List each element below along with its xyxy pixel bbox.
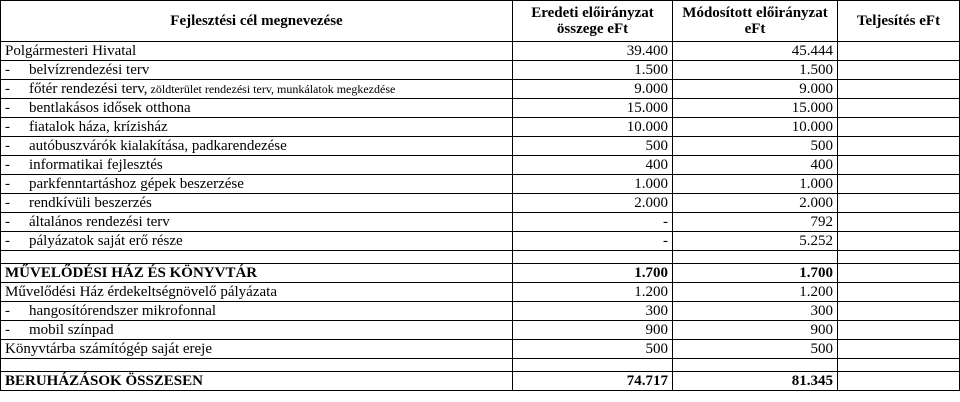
row-modified: 500	[673, 137, 838, 156]
table-row	[1, 99, 960, 118]
row-modified: 1.700	[673, 264, 838, 283]
row-original: 500	[513, 340, 673, 359]
row-label-cell	[1, 61, 513, 80]
row-label: parkfenntartáshoz gépek beszerzése	[29, 175, 244, 192]
row-original: -	[513, 232, 673, 251]
row-label: fiatalok háza, krízisház	[29, 118, 168, 135]
row-original: 39.400	[513, 42, 673, 61]
row-actual	[838, 302, 960, 321]
row-original: 900	[513, 321, 673, 340]
row-modified: 10.000	[673, 118, 838, 137]
row-original: -	[513, 213, 673, 232]
row-dash: -	[5, 175, 10, 192]
row-actual	[838, 80, 960, 99]
row-label: rendkívüli beszerzés	[29, 194, 152, 211]
row-dash: -	[5, 302, 10, 319]
table-row	[1, 137, 960, 156]
total-modified: 81.345	[673, 372, 838, 391]
row-dash: -	[5, 232, 10, 249]
row-label-small: zöldterület rendezési terv, munkálatok megkezdése	[147, 81, 396, 96]
row-actual	[838, 194, 960, 213]
row-dash: -	[5, 137, 10, 154]
row-modified: 900	[673, 321, 838, 340]
row-modified: 400	[673, 156, 838, 175]
row-original: 1.000	[513, 175, 673, 194]
header-original: Eredeti előirányzat összege eFt	[513, 1, 673, 42]
row-actual	[838, 213, 960, 232]
row-actual	[838, 321, 960, 340]
row-original: 400	[513, 156, 673, 175]
spacer-cell	[1, 359, 513, 372]
spacer-cell	[838, 251, 960, 264]
row-label-cell	[1, 137, 513, 156]
header-name: Fejlesztési cél megnevezése	[1, 1, 513, 42]
row-label: Művelődési Ház érdekeltségnövelő pályázata	[1, 283, 513, 302]
row-dash: -	[5, 156, 10, 173]
spacer-cell	[513, 251, 673, 264]
row-modified: 1.200	[673, 283, 838, 302]
table-row	[1, 213, 960, 232]
spacer-row	[1, 359, 960, 372]
row-dash: -	[5, 118, 10, 135]
row-actual	[838, 42, 960, 61]
table-row	[1, 321, 960, 340]
row-original: 300	[513, 302, 673, 321]
row-label: informatikai fejlesztés	[29, 156, 163, 173]
table-row	[1, 194, 960, 213]
table-row	[1, 175, 960, 194]
row-label-cell	[1, 213, 513, 232]
table-row	[1, 61, 960, 80]
row-label-cell	[1, 232, 513, 251]
row-modified: 500	[673, 340, 838, 359]
row-modified: 1.000	[673, 175, 838, 194]
row-modified: 2.000	[673, 194, 838, 213]
row-label-cell	[1, 99, 513, 118]
section-row	[1, 264, 960, 283]
row-label-cell	[1, 321, 513, 340]
row-original: 2.000	[513, 194, 673, 213]
row-label-cell	[1, 118, 513, 137]
row-actual	[838, 175, 960, 194]
spacer-cell	[673, 359, 838, 372]
row-actual	[838, 156, 960, 175]
spacer-cell	[838, 359, 960, 372]
row-label: MŰVELŐDÉSI HÁZ ÉS KÖNYVTÁR	[1, 264, 513, 283]
total-actual	[838, 372, 960, 391]
row-label: általános rendezési terv	[29, 213, 170, 230]
row-original: 1.700	[513, 264, 673, 283]
spacer-cell	[513, 359, 673, 372]
row-modified: 792	[673, 213, 838, 232]
row-label: autóbuszvárók kialakítása, padkarendezése	[29, 137, 287, 154]
row-label: Könyvtárba számítógép saját ereje	[1, 340, 513, 359]
row-original: 10.000	[513, 118, 673, 137]
row-label-cell	[1, 175, 513, 194]
header-actual: Teljesítés eFt	[838, 1, 960, 42]
row-label: hangosítórendszer mikrofonnal	[29, 302, 217, 319]
row-actual	[838, 61, 960, 80]
row-actual	[838, 118, 960, 137]
row-label: bentlakásos idősek otthona	[29, 99, 191, 116]
row-original: 9.000	[513, 80, 673, 99]
table-row	[1, 340, 960, 359]
row-modified: 5.252	[673, 232, 838, 251]
spacer-cell	[673, 251, 838, 264]
table-row	[1, 42, 960, 61]
row-actual	[838, 137, 960, 156]
row-modified: 300	[673, 302, 838, 321]
row-modified: 45.444	[673, 42, 838, 61]
row-actual	[838, 99, 960, 118]
spacer-row	[1, 251, 960, 264]
row-label: belvízrendezési terv	[29, 61, 150, 78]
row-dash: -	[5, 99, 10, 116]
header-modified: Módosított előirányzat eFt	[673, 1, 838, 42]
row-label-cell	[1, 194, 513, 213]
row-original: 1.200	[513, 283, 673, 302]
total-label: BERUHÁZÁSOK ÖSSZESEN	[1, 372, 513, 391]
table-row	[1, 232, 960, 251]
row-dash: -	[5, 321, 10, 338]
row-label-cell	[1, 302, 513, 321]
header-row	[1, 1, 960, 42]
row-actual	[838, 264, 960, 283]
row-actual	[838, 340, 960, 359]
row-label-cell	[1, 80, 513, 99]
row-label: Polgármesteri Hivatal	[1, 42, 513, 61]
row-original: 15.000	[513, 99, 673, 118]
spacer-cell	[1, 251, 513, 264]
row-dash: -	[5, 61, 10, 78]
row-original: 500	[513, 137, 673, 156]
table-row	[1, 80, 960, 99]
row-modified: 15.000	[673, 99, 838, 118]
row-label: pályázatok saját erő része	[29, 232, 183, 249]
row-actual	[838, 232, 960, 251]
row-dash: -	[5, 80, 10, 97]
table-row	[1, 283, 960, 302]
total-original: 74.717	[513, 372, 673, 391]
row-original: 1.500	[513, 61, 673, 80]
row-label: főtér rendezési terv,	[29, 80, 148, 97]
row-dash: -	[5, 194, 10, 211]
row-dash: -	[5, 213, 10, 230]
row-actual	[838, 283, 960, 302]
row-modified: 9.000	[673, 80, 838, 99]
table-row	[1, 156, 960, 175]
table-row	[1, 118, 960, 137]
row-label: mobil színpad	[29, 321, 114, 338]
row-label-cell	[1, 156, 513, 175]
row-modified: 1.500	[673, 61, 838, 80]
table-row	[1, 302, 960, 321]
total-row	[1, 372, 960, 391]
